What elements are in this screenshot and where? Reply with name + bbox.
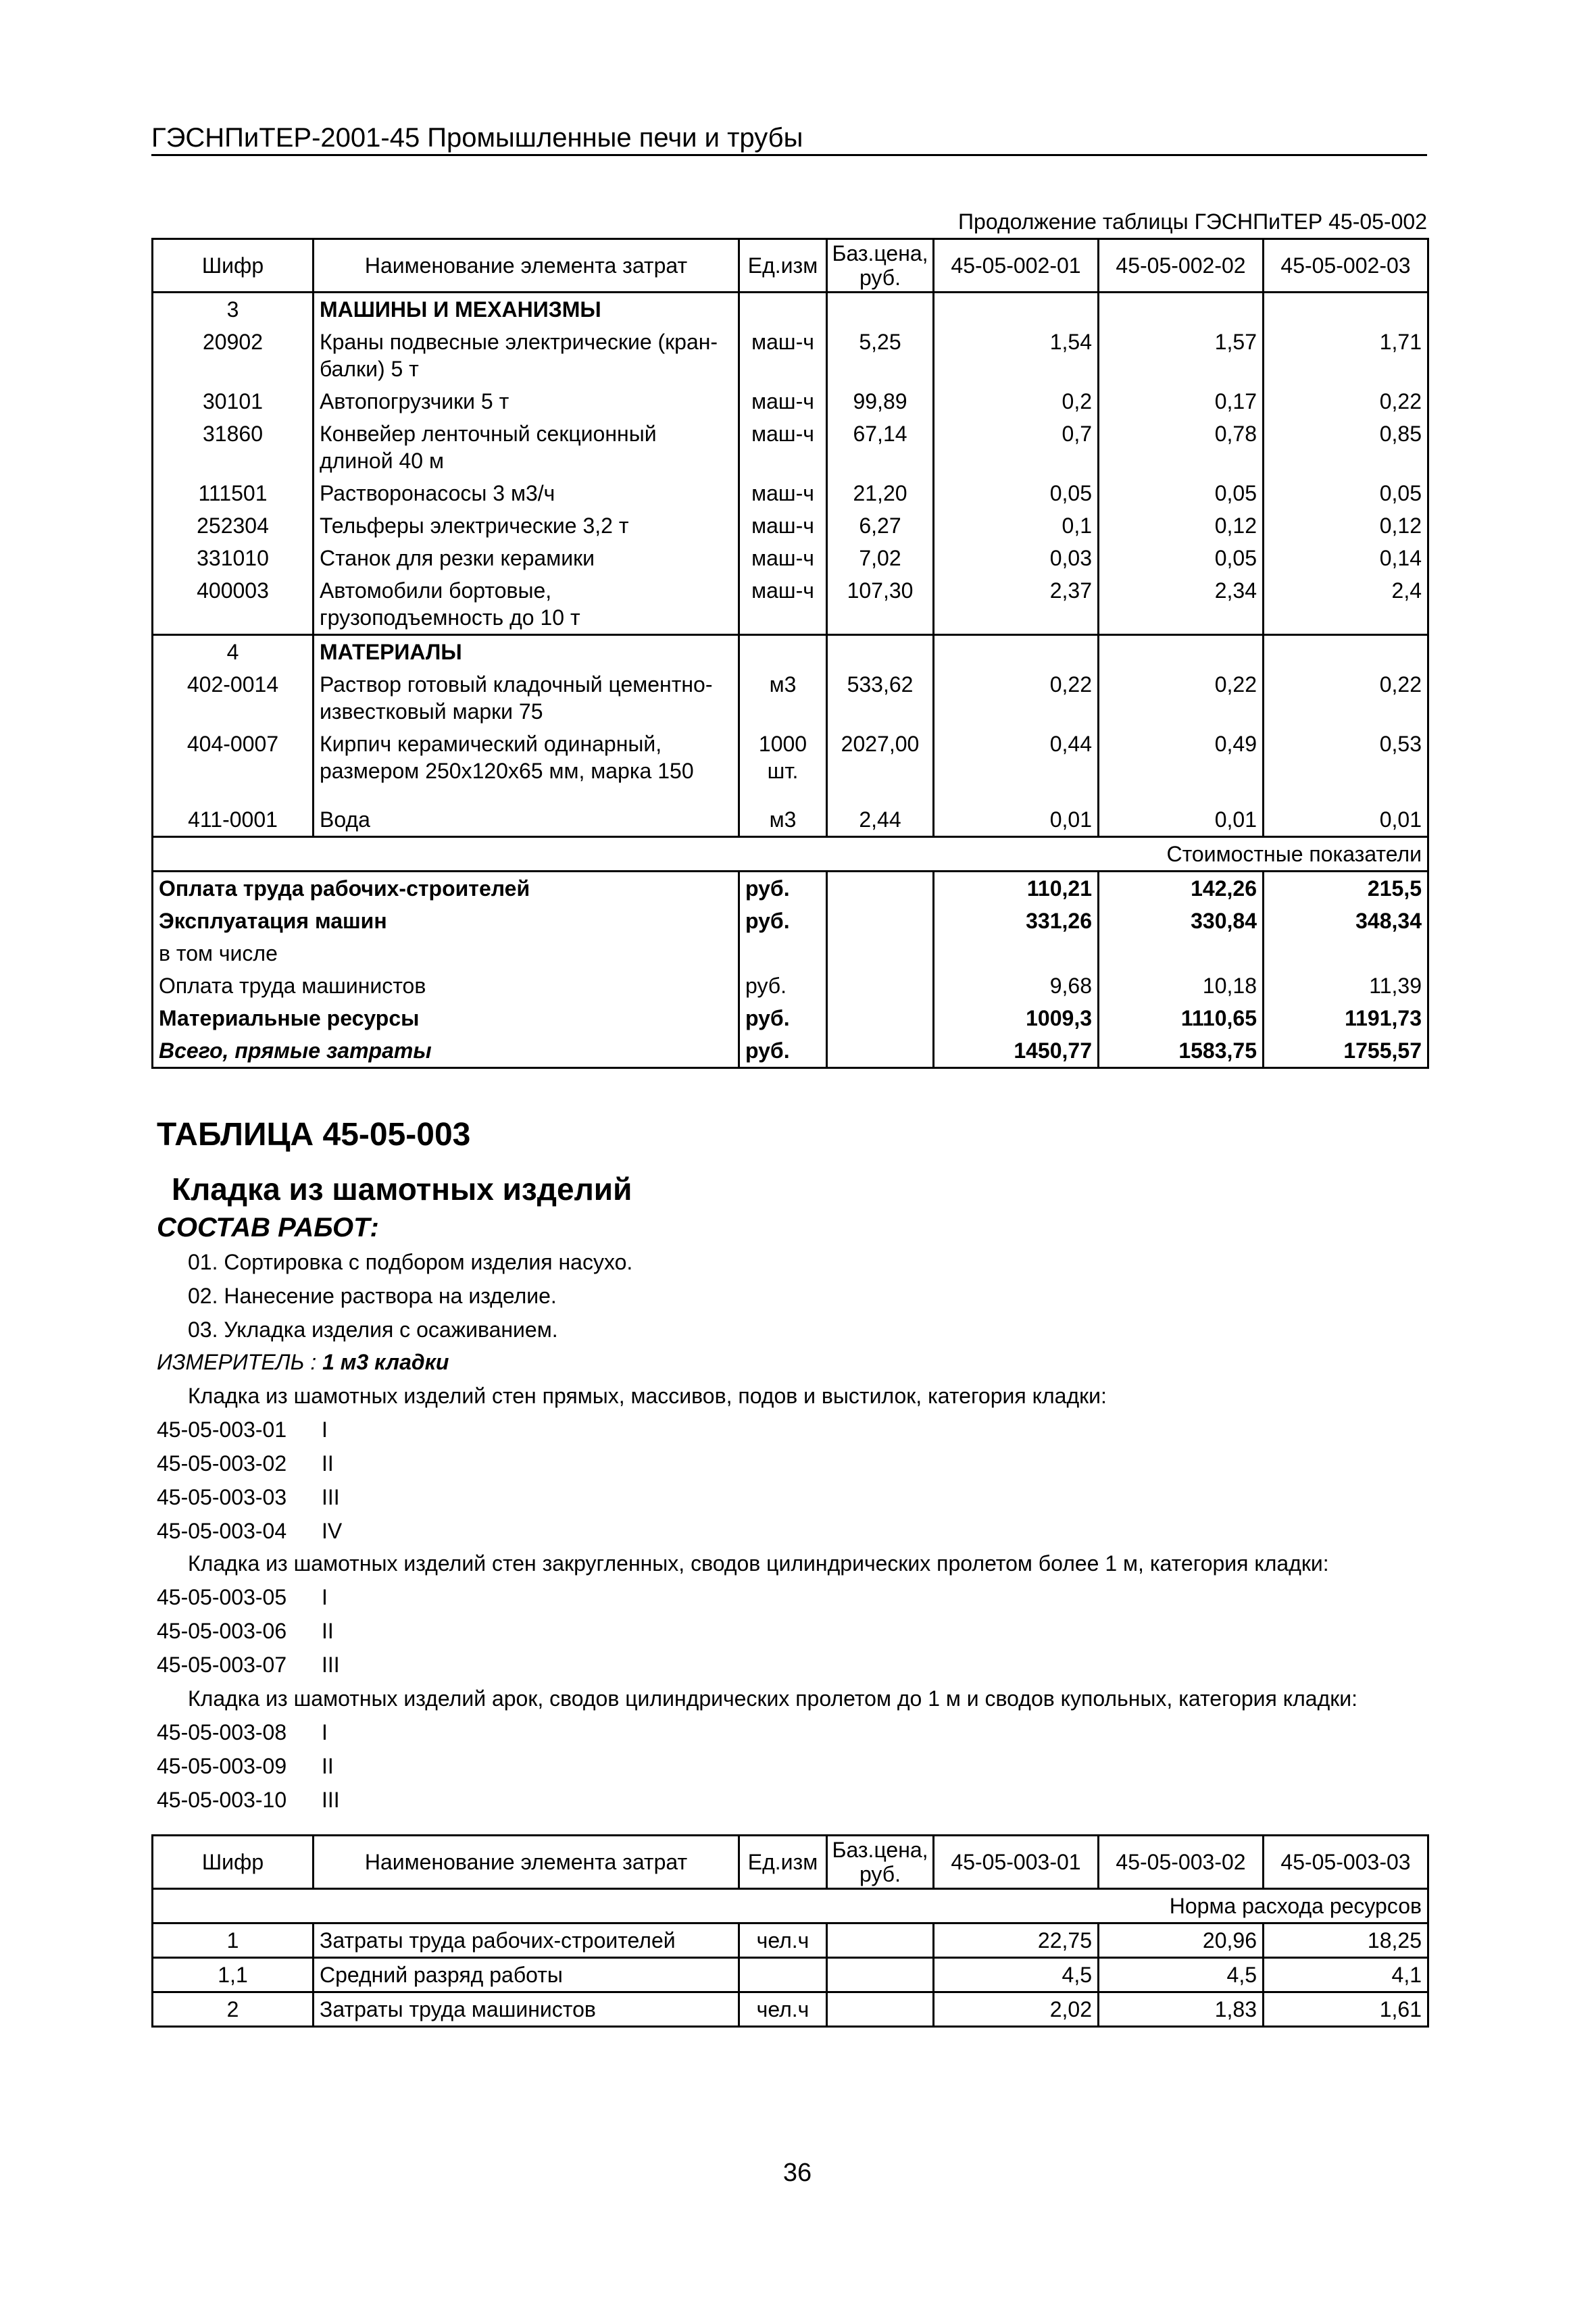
- cost-value-3: 348,34: [1264, 905, 1428, 937]
- table-section-title: ТАБЛИЦА 45-05-003: [157, 1117, 471, 1153]
- row-value-3: 1,61: [1264, 1992, 1428, 2027]
- row-value-3: 18,25: [1264, 1923, 1428, 1958]
- cost-unit: руб.: [739, 1002, 827, 1034]
- row-unit: чел.ч: [739, 1992, 827, 2027]
- norm-code: 45-05-003-10: [157, 1788, 287, 1812]
- row-code: 402-0014: [153, 668, 314, 728]
- row-name: Конвейер ленточный секционный длиной 40 м: [314, 418, 739, 477]
- resource-table-45-05-003: [151, 1834, 1429, 2028]
- row-value-3: 0,53: [1264, 728, 1428, 803]
- row-value-3: 0,14: [1264, 542, 1428, 574]
- group-caption: Кладка из шамотных изделий стен прямых, массивов, подов и выстилок, категория кладки:: [188, 1384, 1107, 1408]
- col-code: Шифр: [153, 1836, 314, 1889]
- col-45-05-003-03: 45-05-003-03: [1264, 1836, 1428, 1889]
- table-header-row: [153, 1836, 1428, 1889]
- norm-category: III: [322, 1485, 340, 1509]
- col-45-05-002-01: 45-05-002-01: [934, 239, 1099, 293]
- table-continuation-note: Продолжение таблицы ГЭСНПиТЕР 45-05-002: [958, 209, 1427, 234]
- row-unit: маш-ч: [739, 509, 827, 542]
- section-code: 4: [153, 635, 314, 669]
- row-price: 2027,00: [827, 728, 934, 803]
- norm-code: 45-05-003-09: [157, 1754, 287, 1778]
- row-code: 411-0001: [153, 803, 314, 837]
- col-price: Баз.цена, руб.: [827, 1836, 934, 1889]
- row-price: 21,20: [827, 477, 934, 509]
- table-row: [153, 418, 1428, 477]
- row-name: Затраты труда машинистов: [314, 1992, 739, 2027]
- row-value-3: 2,4: [1264, 574, 1428, 635]
- row-value-2: 20,96: [1099, 1923, 1264, 1958]
- measure-line: ИЗМЕРИТЕЛЬ : 1 м3 кладки: [157, 1350, 449, 1374]
- row-value-1: 2,37: [934, 574, 1099, 635]
- row-value-2: 4,5: [1099, 1958, 1264, 1992]
- table-row: [153, 1923, 1428, 1958]
- cost-value-3: 1191,73: [1264, 1002, 1428, 1034]
- section-name: МАШИНЫ И МЕХАНИЗМЫ: [314, 293, 739, 326]
- cost-value-3: 215,5: [1264, 872, 1428, 905]
- norm-banner-row: [153, 1889, 1428, 1923]
- norm-category: I: [322, 1720, 328, 1744]
- table-section-subtitle: Кладка из шамотных изделий: [172, 1172, 632, 1207]
- row-code: 1,1: [153, 1958, 314, 1992]
- row-code: 20902: [153, 326, 314, 385]
- cost-value-2: 1583,75: [1099, 1034, 1264, 1068]
- row-code: 331010: [153, 542, 314, 574]
- measure-label: ИЗМЕРИТЕЛЬ: [157, 1350, 305, 1374]
- resource-table-45-05-002: [151, 238, 1429, 1069]
- row-value-1: 0,05: [934, 477, 1099, 509]
- table-row: [153, 803, 1428, 837]
- row-name: Кирпич керамический одинарный, размером 250х120х65 мм, марка 150: [314, 728, 739, 803]
- cost-unit: руб.: [739, 872, 827, 905]
- group-caption: Кладка из шамотных изделий стен закругленных, сводов цилиндрических пролетом более 1 м, категория кладки:: [188, 1551, 1329, 1576]
- norm-category: I: [322, 1585, 328, 1609]
- row-value-2: 0,78: [1099, 418, 1264, 477]
- norm-code: 45-05-003-05: [157, 1585, 287, 1609]
- row-value-3: 0,12: [1264, 509, 1428, 542]
- cost-unit: руб.: [739, 1034, 827, 1068]
- row-value-2: 1,83: [1099, 1992, 1264, 2027]
- row-unit: маш-ч: [739, 326, 827, 385]
- col-unit: Ед.изм: [739, 1836, 827, 1889]
- row-price: 67,14: [827, 418, 934, 477]
- row-code: 2: [153, 1992, 314, 2027]
- row-value-1: 0,1: [934, 509, 1099, 542]
- row-value-2: 0,12: [1099, 509, 1264, 542]
- cost-value-2: 330,84: [1099, 905, 1264, 937]
- row-unit: м3: [739, 668, 827, 728]
- row-name: Растворонасосы 3 м3/ч: [314, 477, 739, 509]
- col-45-05-003-02: 45-05-003-02: [1099, 1836, 1264, 1889]
- norm-code: 45-05-003-04: [157, 1519, 287, 1543]
- row-value-1: 0,01: [934, 803, 1099, 837]
- row-value-1: 0,44: [934, 728, 1099, 803]
- work-item: 03. Укладка изделия с осаживанием.: [188, 1317, 558, 1342]
- row-code: 30101: [153, 385, 314, 418]
- row-unit: м3: [739, 803, 827, 837]
- table-row: [153, 1958, 1428, 1992]
- cost-row: [153, 872, 1428, 905]
- row-value-3: 0,85: [1264, 418, 1428, 477]
- cost-value-1: 1009,3: [934, 1002, 1099, 1034]
- norm-category: II: [322, 1754, 334, 1778]
- row-value-2: 0,01: [1099, 803, 1264, 837]
- row-code: 111501: [153, 477, 314, 509]
- work-item: 02. Нанесение раствора на изделие.: [188, 1284, 557, 1308]
- row-unit: маш-ч: [739, 477, 827, 509]
- cost-name: Всего, прямые затраты: [153, 1034, 739, 1068]
- row-name: Вода: [314, 803, 739, 837]
- cost-value-3: 11,39: [1264, 970, 1428, 1002]
- cost-row: [153, 1002, 1428, 1034]
- row-price: 533,62: [827, 668, 934, 728]
- row-code: 1: [153, 1923, 314, 1958]
- works-heading: СОСТАВ РАБОТ:: [157, 1213, 379, 1242]
- cost-row: [153, 905, 1428, 937]
- cost-row: [153, 937, 1428, 970]
- col-code: Шифр: [153, 239, 314, 293]
- cost-unit: руб.: [739, 970, 827, 1002]
- row-name: Средний разряд работы: [314, 1958, 739, 1992]
- col-unit: Ед.изм: [739, 239, 827, 293]
- cost-row: [153, 1034, 1428, 1068]
- row-name: Автопогрузчики 5 т: [314, 385, 739, 418]
- norm-category: II: [322, 1619, 334, 1643]
- row-value-1: 1,54: [934, 326, 1099, 385]
- norm-code: 45-05-003-01: [157, 1417, 287, 1442]
- cost-value-2: 10,18: [1099, 970, 1264, 1002]
- row-price: [827, 1992, 934, 2027]
- row-value-2: 0,05: [1099, 542, 1264, 574]
- section-row-machines: [153, 293, 1428, 326]
- col-45-05-002-03: 45-05-002-03: [1264, 239, 1428, 293]
- row-unit: 1000 шт.: [739, 728, 827, 803]
- row-value-1: 0,22: [934, 668, 1099, 728]
- table-row: [153, 542, 1428, 574]
- row-code: 400003: [153, 574, 314, 635]
- row-value-2: 0,17: [1099, 385, 1264, 418]
- table-row: [153, 477, 1428, 509]
- section-name: МАТЕРИАЛЫ: [314, 635, 739, 669]
- cost-name: Эксплуатация машин: [153, 905, 739, 937]
- row-price: 107,30: [827, 574, 934, 635]
- cost-name: Материальные ресурсы: [153, 1002, 739, 1034]
- running-header: ГЭСНПиТЕР-2001-45 Промышленные печи и трубы: [151, 123, 803, 153]
- table-header-row: [153, 239, 1428, 293]
- row-unit: [739, 1958, 827, 1992]
- group-caption: Кладка из шамотных изделий арок, сводов цилиндрических пролетом до 1 м и сводов купольных, категория кладки:: [188, 1686, 1358, 1711]
- row-value-3: 0,22: [1264, 385, 1428, 418]
- table-row: [153, 385, 1428, 418]
- cost-value-1: 110,21: [934, 872, 1099, 905]
- norm-code: 45-05-003-08: [157, 1720, 287, 1744]
- section-code: 3: [153, 293, 314, 326]
- table-row: [153, 574, 1428, 635]
- cost-value-1: 331,26: [934, 905, 1099, 937]
- row-value-1: 0,2: [934, 385, 1099, 418]
- row-value-2: 0,22: [1099, 668, 1264, 728]
- row-unit: маш-ч: [739, 574, 827, 635]
- row-value-2: 2,34: [1099, 574, 1264, 635]
- row-value-3: 0,22: [1264, 668, 1428, 728]
- row-name: Тельферы электрические 3,2 т: [314, 509, 739, 542]
- row-code: 404-0007: [153, 728, 314, 803]
- col-name: Наименование элемента затрат: [314, 239, 739, 293]
- row-price: [827, 1923, 934, 1958]
- norm-code: 45-05-003-06: [157, 1619, 287, 1643]
- row-value-1: 0,7: [934, 418, 1099, 477]
- cost-name: в том числе: [153, 937, 739, 970]
- norm-category: II: [322, 1451, 334, 1476]
- table-row: [153, 326, 1428, 385]
- cost-banner-row: [153, 837, 1428, 872]
- col-45-05-003-01: 45-05-003-01: [934, 1836, 1099, 1889]
- measure-value: 1 м3 кладки: [322, 1350, 449, 1374]
- norm-code: 45-05-003-07: [157, 1653, 287, 1677]
- cost-name: Оплата труда рабочих-строителей: [153, 872, 739, 905]
- row-unit: маш-ч: [739, 542, 827, 574]
- header-rule: [151, 154, 1427, 156]
- table-row: [153, 728, 1428, 803]
- cost-unit: руб.: [739, 905, 827, 937]
- norm-code: 45-05-003-03: [157, 1485, 287, 1509]
- cost-value-2: 142,26: [1099, 872, 1264, 905]
- row-unit: чел.ч: [739, 1923, 827, 1958]
- table-row: [153, 1992, 1428, 2027]
- cost-value-2: 1110,65: [1099, 1002, 1264, 1034]
- row-unit: маш-ч: [739, 418, 827, 477]
- row-name: Раствор готовый кладочный цементно-известковый марки 75: [314, 668, 739, 728]
- col-name: Наименование элемента затрат: [314, 1836, 739, 1889]
- row-value-3: 0,05: [1264, 477, 1428, 509]
- norm-category: IV: [322, 1519, 343, 1543]
- work-item: 01. Сортировка с подбором изделия насухо.: [188, 1250, 633, 1274]
- row-value-1: 4,5: [934, 1958, 1099, 1992]
- row-price: 5,25: [827, 326, 934, 385]
- cost-value-1: 9,68: [934, 970, 1099, 1002]
- row-value-1: 2,02: [934, 1992, 1099, 2027]
- row-name: Затраты труда рабочих-строителей: [314, 1923, 739, 1958]
- row-value-2: 0,49: [1099, 728, 1264, 803]
- table-row: [153, 509, 1428, 542]
- section-row-materials: [153, 635, 1428, 669]
- row-price: 7,02: [827, 542, 934, 574]
- row-price: 6,27: [827, 509, 934, 542]
- row-value-3: 4,1: [1264, 1958, 1428, 1992]
- row-value-2: 0,05: [1099, 477, 1264, 509]
- norm-category: I: [322, 1417, 328, 1442]
- row-price: 2,44: [827, 803, 934, 837]
- table-row: [153, 668, 1428, 728]
- row-value-3: 1,71: [1264, 326, 1428, 385]
- row-name: Станок для резки керамики: [314, 542, 739, 574]
- row-value-3: 0,01: [1264, 803, 1428, 837]
- row-value-2: 1,57: [1099, 326, 1264, 385]
- row-value-1: 22,75: [934, 1923, 1099, 1958]
- cost-value-1: 1450,77: [934, 1034, 1099, 1068]
- norm-banner: Норма расхода ресурсов: [153, 1889, 1428, 1923]
- row-price: 99,89: [827, 385, 934, 418]
- cost-value-3: 1755,57: [1264, 1034, 1428, 1068]
- row-name: Краны подвесные электрические (кран-балки) 5 т: [314, 326, 739, 385]
- row-unit: маш-ч: [739, 385, 827, 418]
- col-45-05-002-02: 45-05-002-02: [1099, 239, 1264, 293]
- row-value-1: 0,03: [934, 542, 1099, 574]
- row-code: 252304: [153, 509, 314, 542]
- norm-code: 45-05-003-02: [157, 1451, 287, 1476]
- cost-row: [153, 970, 1428, 1002]
- row-name: Автомобили бортовые, грузоподъемность до 10 т: [314, 574, 739, 635]
- cost-name: Оплата труда машинистов: [153, 970, 739, 1002]
- norm-category: III: [322, 1788, 340, 1812]
- row-price: [827, 1958, 934, 1992]
- cost-banner: Стоимостные показатели: [153, 837, 1428, 872]
- col-price: Баз.цена, руб.: [827, 239, 934, 293]
- norm-category: III: [322, 1653, 340, 1677]
- row-code: 31860: [153, 418, 314, 477]
- page-number: 36: [782, 2159, 812, 2187]
